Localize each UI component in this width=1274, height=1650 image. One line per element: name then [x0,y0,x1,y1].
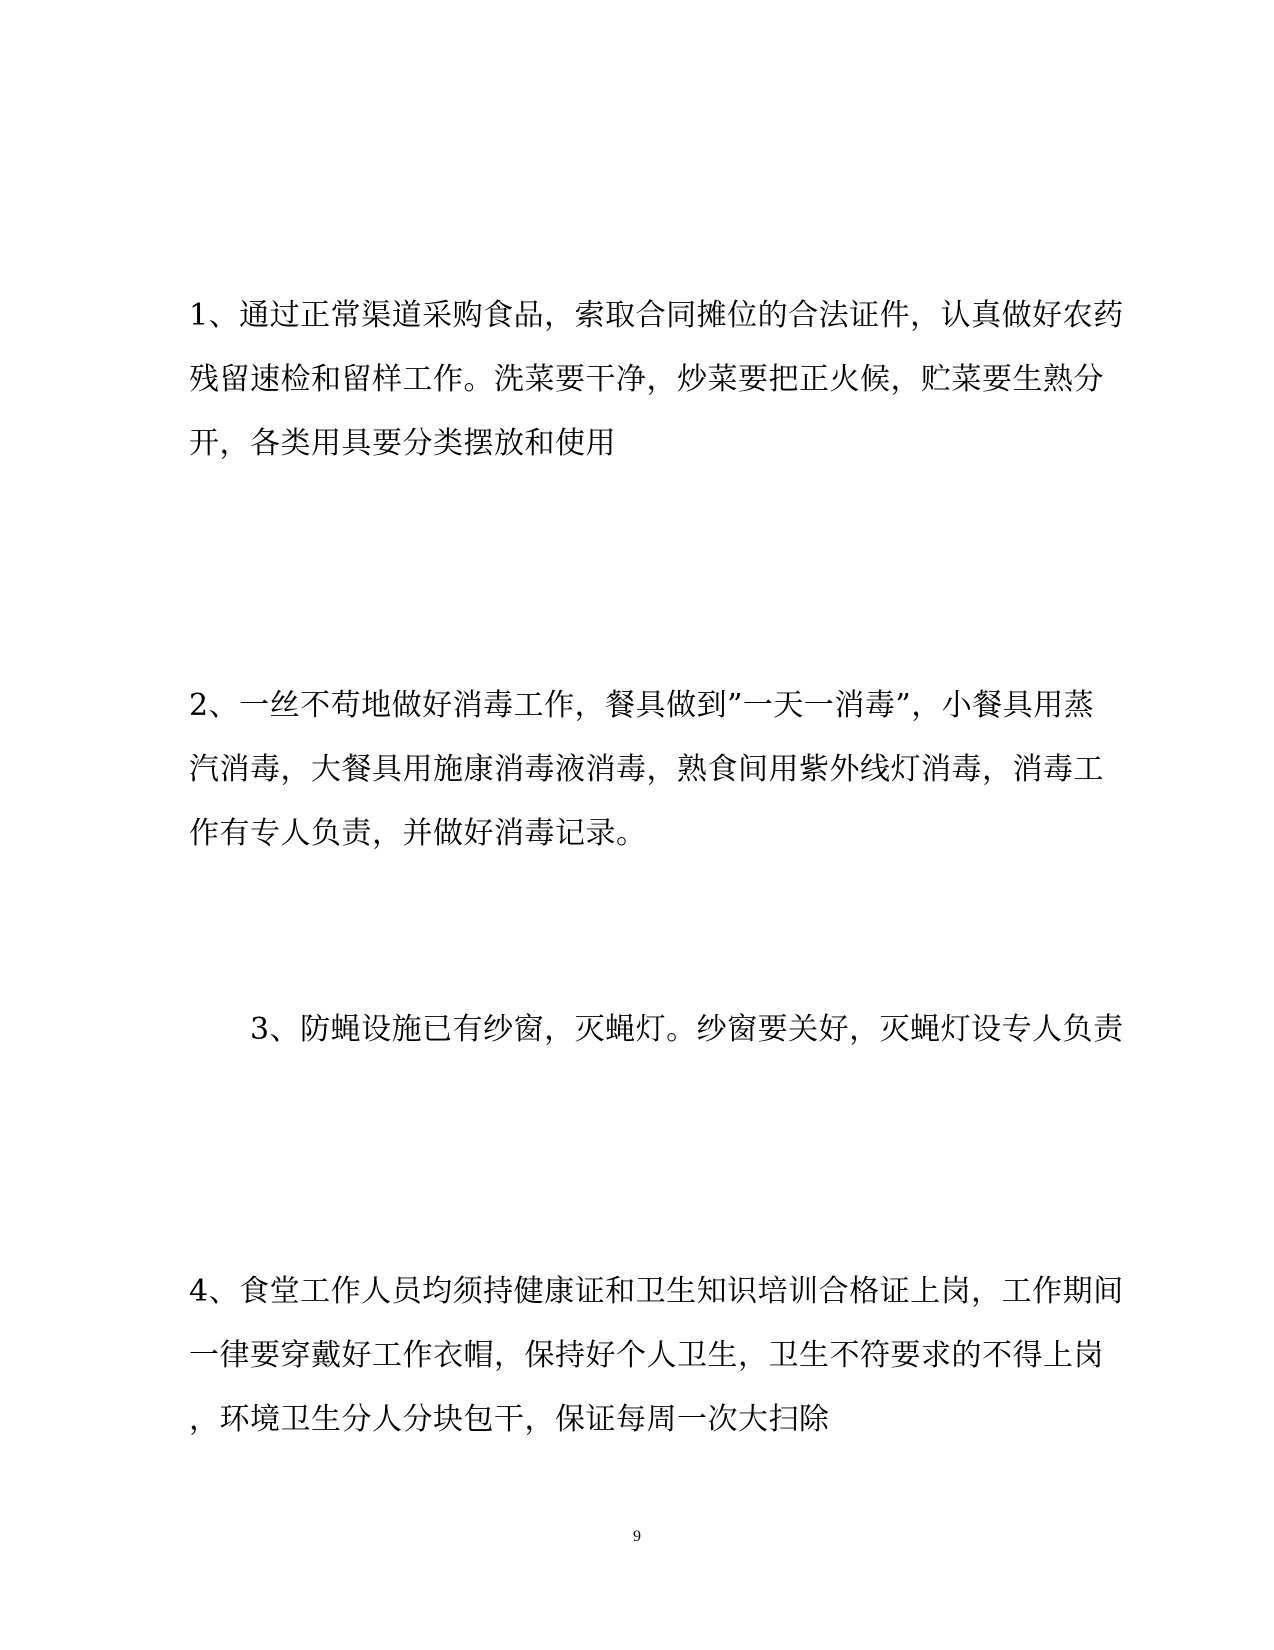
page-number: 9 [633,1528,641,1545]
paragraph-line: 汽消毒，大餐具用施康消毒液消毒，熟食间用紫外线灯消毒，消毒工 [189,752,1104,787]
paragraph-line: 开，各类用具要分类摆放和使用 [189,426,616,461]
paragraph-line: 一律要穿戴好工作衣帽，保持好个人卫生，卫生不符要求的不得上岗 [189,1338,1104,1373]
paragraph-line: 残留速检和留样工作。洗菜要干净，炒菜要把正火候，贮菜要生熟分 [189,362,1104,397]
paragraph-line: 1、通过正常渠道采购食品，索取合同摊位的合法证件，认真做好农药 [189,298,1124,333]
paragraph-3 [189,998,1124,1062]
paragraph-line: 3、防蝇设施已有纱窗，灭蝇灯。纱窗要关好，灭蝇灯设专人负责 [189,1012,1124,1047]
paragraph-line: 2、一丝不苟地做好消毒工作，餐具做到”一天一消毒”，小餐具用蒸 [189,688,1095,723]
paragraph-4 [189,1260,1124,1452]
paragraph-line: 作有专人负责，并做好消毒记录。 [189,816,647,851]
paragraph-line: 4、食堂工作人员均须持健康证和卫生知识培训合格证上岗，工作期间 [189,1274,1124,1309]
paragraph-line: ，环境卫生分人分块包干，保证每周一次大扫除 [189,1402,830,1437]
paragraph-1 [189,284,1124,476]
paragraph-2 [189,674,1104,866]
